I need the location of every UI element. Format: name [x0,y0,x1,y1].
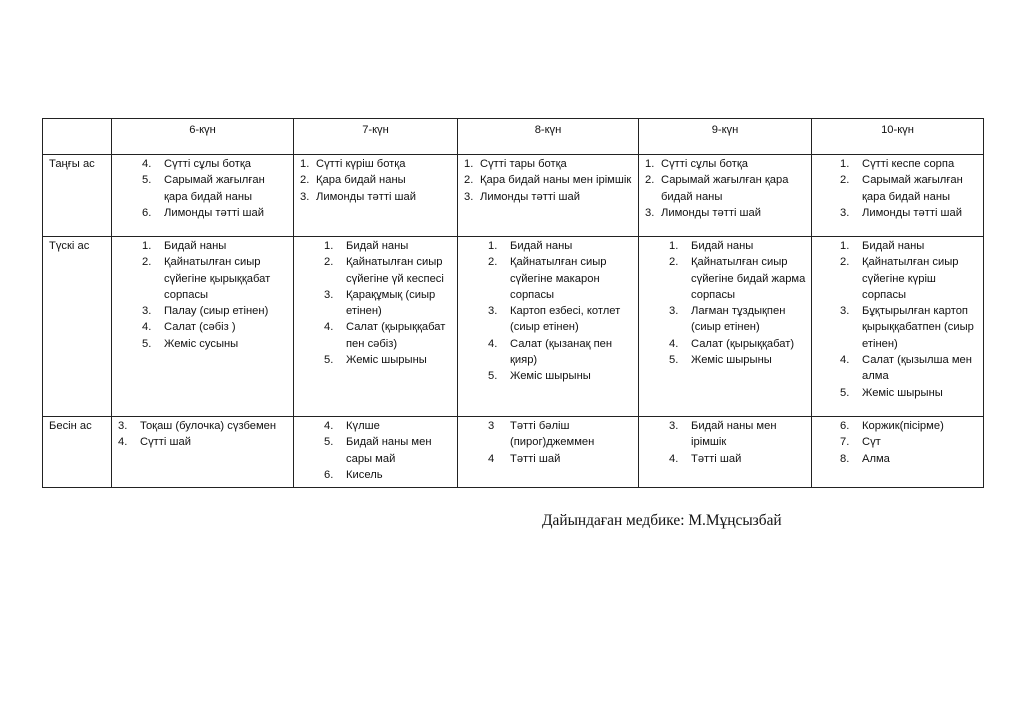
menu-cell [112,155,294,237]
menu-item [464,156,634,172]
menu-item-number: 3. [300,190,310,203]
menu-item [142,238,289,254]
menu-item [669,451,807,467]
menu-item-number: 6. [840,420,850,432]
menu-item-text: Тоқаш (булочка) сүзбемен [140,420,277,432]
header-day-cell: 9-күн [639,119,812,155]
signature-line: Дайындаған медбике: М.Мұңсызбай [542,512,782,529]
menu-item-list [639,237,811,372]
menu-item-number: 5. [488,370,498,383]
menu-item-list [639,155,811,225]
menu-item [840,238,979,254]
menu-item-text: Сарымай жағылған қара бидай наны [661,174,789,203]
menu-item [300,172,453,188]
menu-item [118,418,289,434]
row-label: Бесін ас [43,417,112,488]
menu-item-list [294,155,457,209]
header-row [43,119,984,155]
menu-item-number: 2. [669,256,679,269]
menu-item-number: 3. [464,190,474,203]
meal-row-snack [43,417,984,488]
header-corner-cell [43,119,112,155]
menu-cell [639,237,812,417]
menu-item-text: Тәтті шай [510,452,561,465]
menu-item-text: Лимонды тәтті шай [480,190,580,203]
menu-item [142,303,289,319]
menu-cell [294,155,458,237]
menu-item-number: 5. [669,354,679,367]
menu-item-number: 4. [669,452,679,465]
menu-item-text: Қара бидай наны мен ірімшік [480,174,632,187]
menu-item [645,156,807,172]
menu-item-text: Сүтті сұлы ботқа [661,158,749,170]
menu-item-list [458,155,638,209]
menu-item-number: 4. [324,420,334,432]
menu-item-number: 3 [488,420,495,432]
header-day-cell: 7-күн [294,119,458,155]
menu-item-text: Сүтті сұлы ботқа [164,158,252,170]
menu-item [324,467,453,483]
menu-item-number: 5. [840,386,850,399]
menu-item [840,172,979,205]
menu-item [488,254,634,303]
menu-item [142,336,289,352]
menu-item [300,156,453,172]
menu-cell [639,155,812,237]
menu-item-list [458,237,638,389]
menu-item-text: Сарымай жағылған қара бидай наны [862,174,963,203]
menu-item-text: Бидай наны [346,240,409,252]
menu-item-number: 3. [840,206,850,219]
menu-item-text: Салат (қырыққабат) [691,337,795,350]
menu-item [669,238,807,254]
menu-item-list [112,155,293,225]
menu-item-number: 5. [324,354,334,367]
menu-item [488,336,634,369]
menu-item-number: 3. [645,206,655,219]
menu-item-number: 3. [118,420,128,432]
menu-item-text: Қайнатылған сиыр сүйегіне бидай жарма сорпасы [691,256,806,301]
menu-item [669,336,807,352]
menu-item [840,418,979,434]
row-label: Таңғы ас [43,155,112,237]
menu-item-text: Бидай наны мен ірімшік [691,420,777,449]
menu-item-text: Қарақұмық (сиыр етінен) [346,288,436,318]
menu-item-text: Бұқтырылған картоп қырыққабатпен (сиыр етінен) [862,305,974,350]
menu-item-text: Жеміс шырыны [510,370,591,383]
menu-item-text: Сарымай жағылған қара бидай наны [164,174,265,203]
menu-item-text: Тәтті бәліш (пирог)джеммен [510,420,595,449]
menu-item-text: Сүт [862,436,881,449]
menu-item-number: 4. [840,354,850,367]
menu-cell [294,237,458,417]
menu-item-number: 1. [840,158,850,170]
menu-item-text: Лимонды тәтті шай [316,190,416,203]
menu-item-text: Сүтті тары ботқа [480,158,567,170]
menu-item-text: Қайнатылған сиыр сүйегіне макарон сорпасы [510,256,607,301]
menu-item-list [812,417,983,471]
menu-item-number: 7. [840,436,850,449]
menu-item-text: Алма [862,452,890,465]
menu-item-text: Коржик(пісірме) [862,420,944,432]
menu-item-number: 4. [142,158,152,170]
menu-cell [112,417,294,488]
menu-item-number: 2. [300,174,310,187]
menu-item-list [112,417,293,455]
menu-item-text: Лимонды тәтті шай [661,206,761,219]
menu-item [669,352,807,368]
menu-item-text: Бидай наны [691,240,754,252]
menu-item-number: 1. [464,158,474,170]
menu-item-text: Бидай наны [164,240,227,252]
menu-item-text: Сүтті күріш ботқа [316,158,406,170]
menu-item-text: Салат (қызанақ пен қияр) [510,337,613,367]
menu-item-text: Күлше [346,420,380,432]
menu-item-text: Жеміс шырыны [862,386,943,399]
header-day-cell: 6-күн [112,119,294,155]
menu-item-text: Салат (сәбіз ) [164,321,236,334]
menu-item [840,434,979,450]
menu-item [488,238,634,254]
menu-item-list [112,237,293,356]
menu-item-number: 5. [324,436,334,449]
menu-item-number: 6. [142,206,152,219]
menu-cell [458,237,639,417]
menu-item-text: Тәтті шай [691,452,742,465]
menu-item-number: 1. [840,240,850,252]
menu-item-number: 2. [324,256,334,269]
menu-item-number: 1. [300,158,310,170]
menu-item-text: Бидай наны мен сары май [346,436,432,465]
menu-item [142,254,289,303]
menu-item [324,287,453,320]
menu-item-text: Кисель [346,468,383,481]
meal-row-lunch [43,237,984,417]
menu-cell [812,417,984,488]
menu-item-list [812,237,983,405]
menu-item [464,189,634,205]
menu-item-text: Қайнатылған сиыр сүйегіне үй кеспесі [346,256,444,285]
menu-item-number: 2. [142,256,152,269]
menu-cell [294,417,458,488]
menu-item [840,451,979,467]
menu-item-number: 2. [840,256,850,269]
menu-item [324,254,453,287]
menu-item-number: 8. [840,452,850,465]
menu-item-number: 4. [118,436,128,449]
menu-item [300,189,453,205]
menu-item-number: 1. [488,240,498,252]
menu-item [840,385,979,401]
header-day-cell: 10-күн [812,119,984,155]
menu-item [840,303,979,352]
menu-item [840,205,979,221]
menu-item-number: 1. [645,158,655,170]
menu-item-number: 3. [840,305,850,318]
menu-item-number: 4. [669,337,679,350]
menu-item-number: 3. [142,305,152,318]
menu-cell [458,155,639,237]
menu-cell [458,417,639,488]
menu-item-list [294,417,457,487]
menu-item-number: 2. [840,174,850,187]
menu-item-number: 2. [464,174,474,187]
menu-item [488,451,634,467]
menu-item-text: Жеміс шырыны [691,354,772,367]
menu-item [840,254,979,303]
menu-item [840,352,979,385]
menu-item-number: 1. [142,240,152,252]
menu-item [142,156,289,172]
menu-item-number: 4. [142,321,152,334]
menu-item [840,156,979,172]
menu-item-list [458,417,638,471]
menu-cell [812,155,984,237]
menu-item [324,238,453,254]
menu-item-text: Жеміс шырыны [346,354,427,367]
menu-item [669,418,807,451]
menu-item-text: Бидай наны [510,240,573,252]
menu-item [142,172,289,205]
menu-item [324,434,453,467]
menu-item-list [639,417,811,471]
menu-item [324,319,453,352]
menu-item-number: 2. [488,256,498,269]
menu-item [645,172,807,205]
row-label: Түскі ас [43,237,112,417]
menu-item [324,352,453,368]
menu-item [488,418,634,451]
menu-item [645,205,807,221]
menu-item-number: 3. [669,305,679,318]
menu-item-text: Жеміс сусыны [164,337,239,350]
menu-item [118,434,289,450]
menu-item-list [812,155,983,225]
menu-item [324,418,453,434]
menu-item-text: Картоп езбесі, котлет (сиыр етінен) [510,305,621,334]
menu-item-text: Салат (қызылша мен алма [862,354,972,383]
menu-item-text: Сүтті кеспе сорпа [862,158,955,170]
menu-item [464,172,634,188]
menu-item-number: 3. [669,420,679,432]
menu-item-number: 2. [645,174,655,187]
menu-item-number: 1. [324,240,334,252]
menu-item-number: 4. [324,321,334,334]
menu-item [488,368,634,384]
menu-item-text: Лимонды тәтті шай [862,206,962,219]
menu-item-list [294,237,457,372]
meal-row-breakfast [43,155,984,237]
menu-item-text: Қайнатылған сиыр сүйегіне күріш сорпасы [862,256,959,301]
menu-cell [812,237,984,417]
menu-cell [112,237,294,417]
menu-item [142,205,289,221]
menu-item-text: Сүтті шай [140,436,191,449]
menu-item-text: Лимонды тәтті шай [164,206,264,219]
menu-item-number: 3. [488,305,498,318]
menu-item-number: 1. [669,240,679,252]
menu-item-text: Бидай наны [862,240,925,252]
menu-item-number: 5. [142,174,152,187]
header-day-cell: 8-күн [458,119,639,155]
menu-table [42,118,984,488]
menu-item-number: 3. [324,288,334,301]
menu-item [669,303,807,336]
menu-item-number: 4 [488,452,495,465]
menu-item-number: 5. [142,337,152,350]
menu-item-text: Лағман тұздықпен (сиыр етінен) [691,305,786,334]
menu-item-number: 6. [324,468,334,481]
menu-item-text: Қара бидай наны [316,174,406,187]
menu-item-number: 4. [488,337,498,350]
menu-cell [639,417,812,488]
menu-item-text: Палау (сиыр етінен) [164,305,269,318]
menu-item-text: Қайнатылған сиыр сүйегіне қырыққабат сорпасы [164,256,271,301]
menu-item [669,254,807,303]
menu-item-text: Салат (қырыққабат пен сәбіз) [346,321,446,350]
menu-item [488,303,634,336]
menu-item [142,319,289,335]
